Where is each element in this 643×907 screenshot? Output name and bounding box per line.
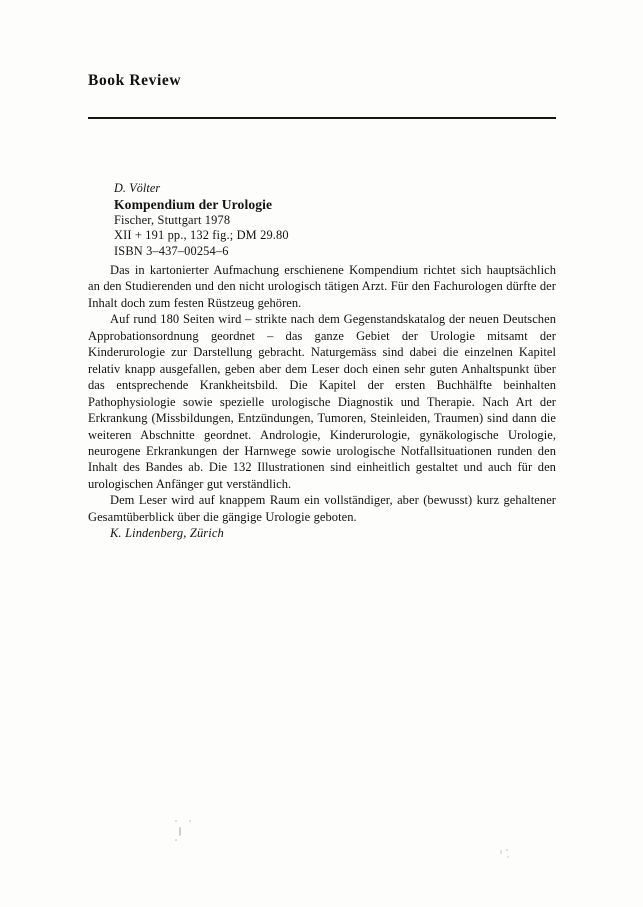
reviewer-signature: K. Lindenberg, Zürich (110, 526, 224, 541)
citation-author: D. Völter (114, 181, 161, 195)
book-citation-block (114, 181, 444, 259)
citation-extent: XII + 191 pp., 132 fig.; DM 29.80 (114, 228, 289, 243)
scan-artifact (500, 850, 502, 854)
review-paragraph: Das in kartonierter Aufmachung erschienene Kompendium richtet sich hauptsächlich an den Studierenden und den nicht urologisch tätigen Arzt. Für den Fachurologen dürfte der Inhalt doch zum festen Rüstzeug gehören. (88, 263, 556, 310)
scan-artifact (179, 827, 181, 836)
scan-artifact (507, 856, 509, 858)
citation-title: Kompendium der Urologie (114, 197, 273, 213)
scan-artifact (175, 820, 177, 822)
citation-publisher: Fischer, Stuttgart 1978 (114, 212, 231, 227)
page-running-head: Book Review (88, 72, 182, 89)
header-divider-rule (88, 117, 556, 119)
citation-isbn: ISBN 3–437–00254–6 (114, 243, 229, 258)
scan-artifact (506, 849, 508, 851)
review-body (88, 262, 556, 542)
review-paragraph: Auf rund 180 Seiten wird – strikte nach dem Gegenstandskatalog der neuen Deutschen Approbationsordnung geordnet – das ganze Gebiet der Urologie mitsamt der Kinderurologie zur Darstellung gebracht. Naturgemäss sind dabei die einzelnen Kapitel relativ knapp ausgefallen, geben aber dem Leser doch einen sehr guten Anhaltspunkt über das entsprechende Krankheitsbild. Die Kapitel der ersten Buchhälfte beinhalten Pathophysiologie sowie spezielle urologische Diagnostik und Therapie. Nach Art der Erkrankung (Missbildungen, Entzündungen, Tumoren, Steinleiden, Traumen) sind dann die weiteren Abschnitte geordnet. Andrologie, Kinderurologie, gynäkologische Urologie, neurogene Erkrankungen der Harnwege sowie urologische Notfallsituationen runden den Inhalt des Bandes ab. Die 132 Illustrationen sind einheitlich gestaltet und auch für den urologischen Anfänger gut verständlich. (88, 312, 556, 491)
review-paragraph: Dem Leser wird auf knappem Raum ein vollständiger, aber (bewusst) kurz gehaltener Gesamtüberblick über die gängige Urologie geboten. (88, 493, 556, 524)
scan-artifact (175, 839, 177, 841)
scan-artifact (189, 820, 191, 822)
